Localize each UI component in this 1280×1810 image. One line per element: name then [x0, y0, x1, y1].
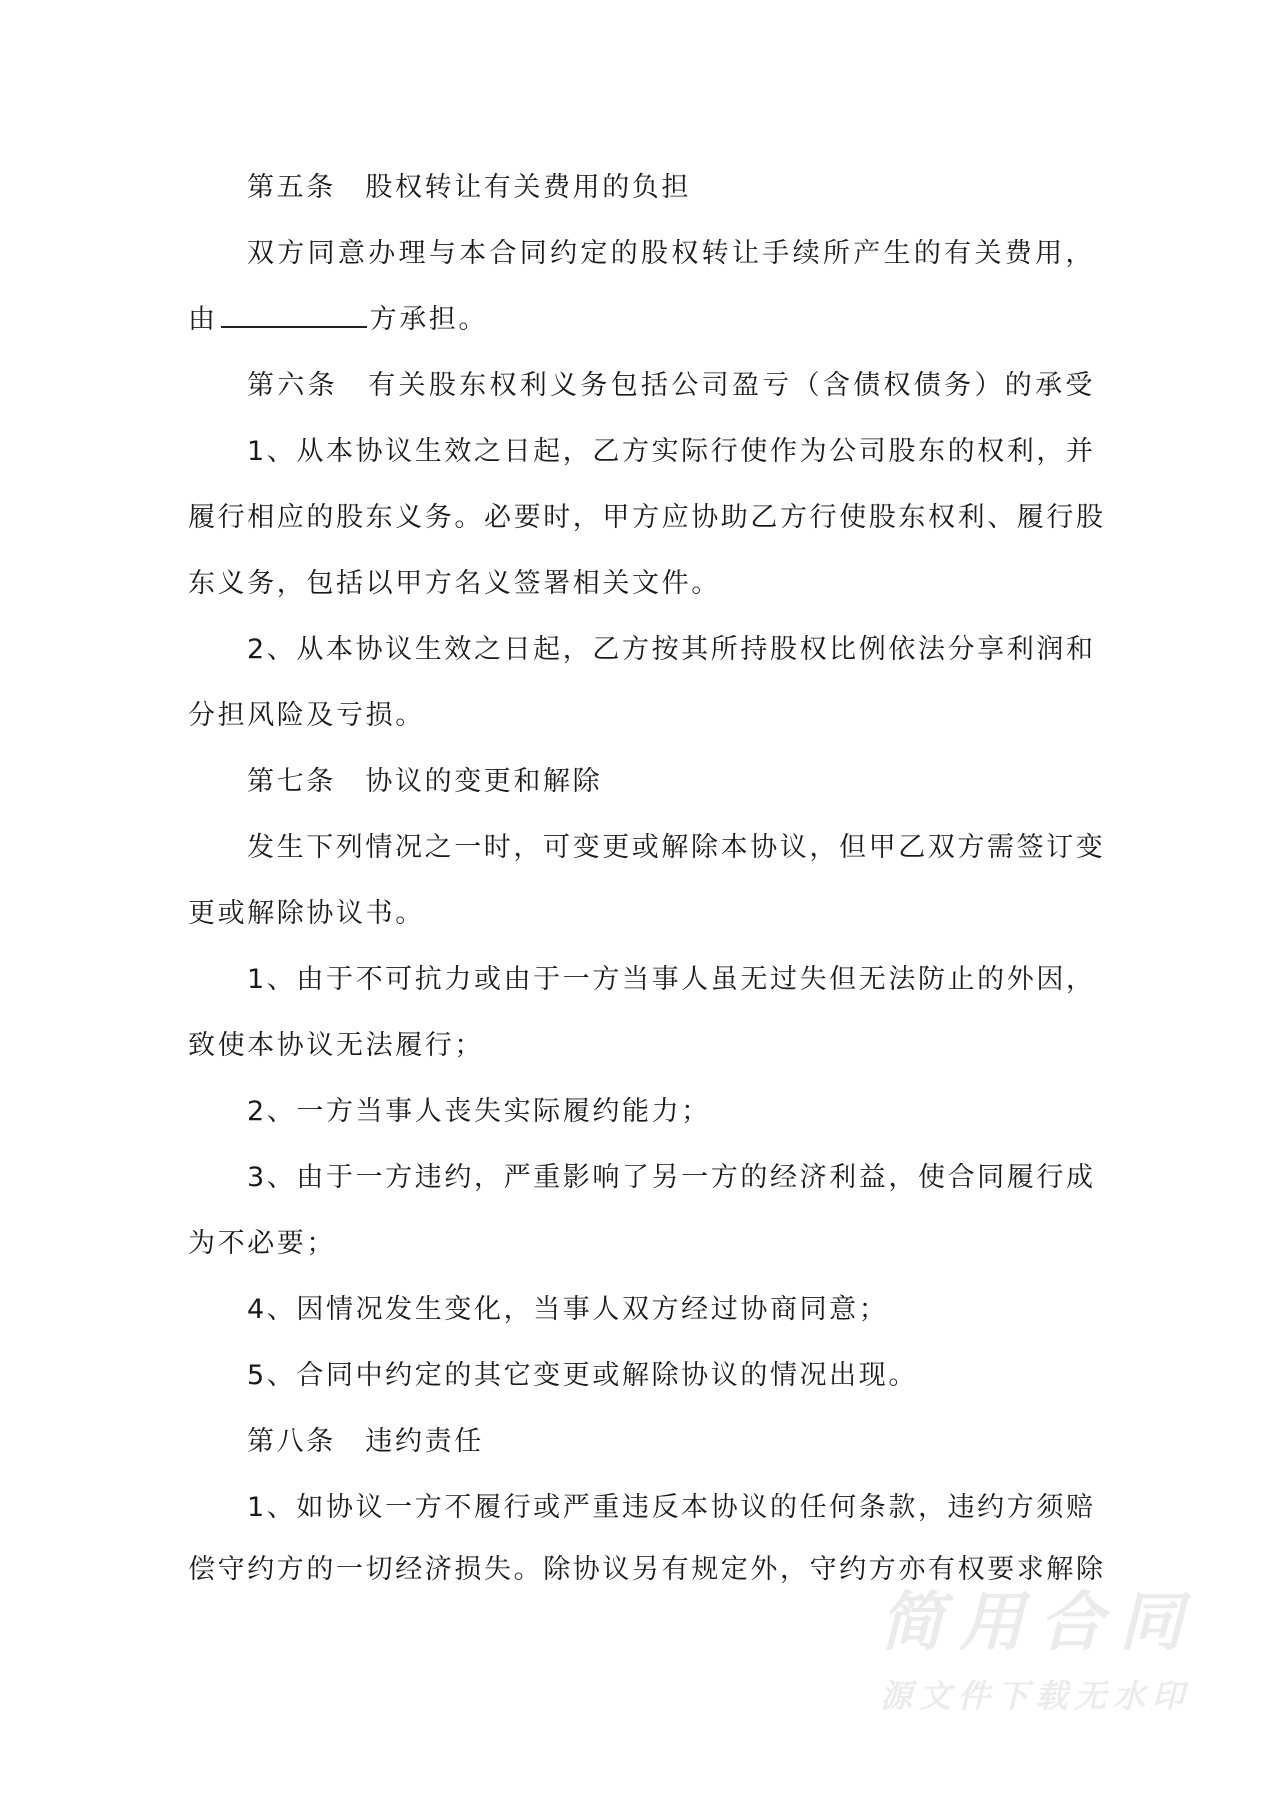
article-7-item-line: 3、由于一方违约，严重影响了另一方的经济利益，使合同履行成 — [247, 1162, 1096, 1193]
article-7-item-line: 1、由于不可抗力或由于一方当事人虽无过失但无法防止的外因， — [247, 964, 1096, 995]
article-8-item-line: 1、如协议一方不履行或严重违反本协议的任何条款，违约方须赔 — [247, 1492, 1096, 1523]
article-7-item-line: 5、合同中约定的其它变更或解除协议的情况出现。 — [247, 1360, 918, 1391]
article-7-item-line: 致使本协议无法履行； — [188, 1030, 484, 1061]
article-7-heading: 第七条 协议的变更和解除 — [247, 766, 603, 797]
article-8-heading: 第八条 违约责任 — [247, 1426, 484, 1457]
article-6-item-line: 分担风险及亏损。 — [188, 700, 425, 731]
article-5-suffix: 方承担。 — [369, 304, 489, 335]
article-7-item-line: 2、一方当事人丧失实际履约能力； — [247, 1096, 711, 1127]
article-8-item-line: 偿守约方的一切经济损失。除协议另有规定外，守约方亦有权要求解除 — [188, 1554, 1106, 1585]
article-6-item-line: 1、从本协议生效之日起，乙方实际行使作为公司股东的权利，并 — [247, 436, 1096, 467]
article-6-heading: 第六条 有关股东权利义务包括公司盈亏（含债权债务）的承受 — [247, 370, 1095, 401]
article-5-paragraph-line: 双方同意办理与本合同约定的股权转让手续所产生的有关费用， — [247, 238, 1095, 269]
article-6-item-line: 履行相应的股东义务。必要时，甲方应协助乙方行使股东权利、履行股 — [188, 502, 1106, 533]
article-7-intro-line: 发生下列情况之一时，可变更或解除本协议，但甲乙双方需签订变 — [247, 832, 1106, 863]
watermark-tagline: 源文件下载无水印 — [880, 1677, 1185, 1715]
article-5-paragraph-line — [188, 300, 1095, 340]
article-7-item-line: 4、因情况发生变化，当事人双方经过协商同意； — [247, 1294, 889, 1325]
article-7-item-line: 为不必要； — [188, 1228, 336, 1259]
watermark-logo: 简用合同 — [880, 1586, 1185, 1660]
article-6-item-line: 东义务，包括以甲方名义签署相关文件。 — [188, 568, 721, 599]
article-5-prefix: 由 — [188, 304, 218, 335]
article-7-intro-line: 更或解除协议书。 — [188, 898, 425, 929]
article-6-item-line: 2、从本协议生效之日起，乙方按其所持股权比例依法分享利润和 — [247, 634, 1096, 665]
fill-in-blank[interactable] — [221, 300, 367, 328]
article-5-heading: 第五条 股权转让有关费用的负担 — [247, 172, 691, 203]
